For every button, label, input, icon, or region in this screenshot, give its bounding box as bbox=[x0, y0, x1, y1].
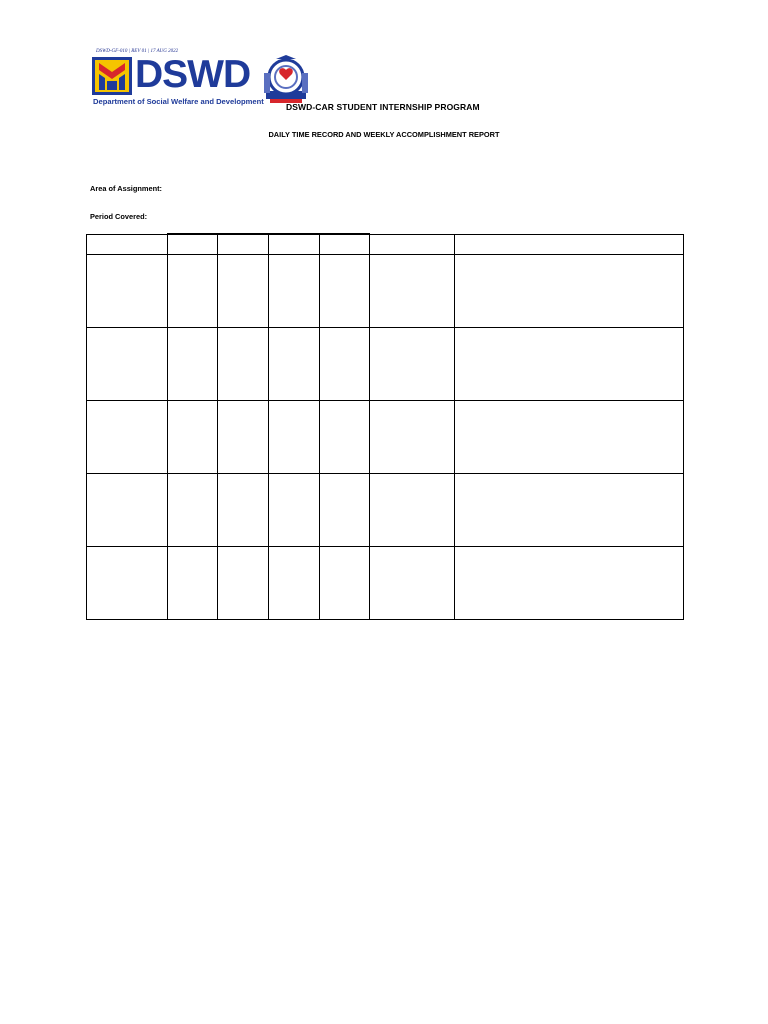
period-covered-label: Period Covered: bbox=[90, 212, 148, 221]
table-cell bbox=[320, 401, 370, 474]
table-cell bbox=[455, 328, 684, 401]
table-cell bbox=[269, 547, 320, 620]
table-cell bbox=[370, 547, 455, 620]
table-cell bbox=[370, 401, 455, 474]
table-header-cell bbox=[320, 234, 370, 255]
report-title: DAILY TIME RECORD AND WEEKLY ACCOMPLISHMENT REPORT bbox=[268, 130, 500, 139]
table-header-cell bbox=[168, 234, 218, 255]
table-cell bbox=[320, 255, 370, 328]
agency-full-name: Department of Social Welfare and Development bbox=[93, 97, 264, 106]
dswd-emblem-icon bbox=[92, 57, 132, 95]
document-code: DSWD-GF-010 | REV 01 | 17 AUG 2022 bbox=[96, 49, 179, 54]
table-cell bbox=[168, 474, 218, 547]
table-cell bbox=[168, 255, 218, 328]
table-cell bbox=[269, 255, 320, 328]
table-header-cell bbox=[218, 234, 269, 255]
table-header-row bbox=[87, 234, 684, 255]
table-row bbox=[87, 255, 684, 328]
table-cell bbox=[320, 474, 370, 547]
dswd-wordmark: DSWD bbox=[135, 53, 251, 96]
table-row bbox=[87, 474, 684, 547]
table-cell bbox=[218, 401, 269, 474]
daily-time-record-table bbox=[86, 233, 684, 620]
area-of-assignment-label: Area of Assignment: bbox=[90, 184, 163, 193]
table-cell bbox=[218, 255, 269, 328]
table-cell bbox=[370, 255, 455, 328]
table-cell bbox=[87, 255, 168, 328]
table-cell bbox=[168, 328, 218, 401]
table-header-cell bbox=[87, 234, 168, 255]
table-cell bbox=[455, 547, 684, 620]
internship-seal-icon bbox=[262, 55, 310, 107]
table-row bbox=[87, 328, 684, 401]
table-header-cell bbox=[269, 234, 320, 255]
table-cell bbox=[370, 328, 455, 401]
program-title: DSWD-CAR STUDENT INTERNSHIP PROGRAM bbox=[286, 102, 480, 112]
table-cell bbox=[269, 474, 320, 547]
table-cell bbox=[455, 401, 684, 474]
table-cell bbox=[168, 547, 218, 620]
table-cell bbox=[320, 328, 370, 401]
table-cell bbox=[87, 328, 168, 401]
table-cell bbox=[87, 474, 168, 547]
table-cell bbox=[455, 255, 684, 328]
dswd-logo bbox=[92, 53, 264, 107]
table-header-cell bbox=[370, 234, 455, 255]
table-row bbox=[87, 547, 684, 620]
table-cell bbox=[218, 547, 269, 620]
table-cell bbox=[218, 328, 269, 401]
table-cell bbox=[269, 328, 320, 401]
table-cell bbox=[218, 474, 269, 547]
table-cell bbox=[87, 401, 168, 474]
table-cell bbox=[320, 547, 370, 620]
table-cell bbox=[87, 547, 168, 620]
table-cell bbox=[455, 474, 684, 547]
table-cell bbox=[269, 401, 320, 474]
table-cell bbox=[370, 474, 455, 547]
table-cell bbox=[168, 401, 218, 474]
table-header-cell bbox=[455, 234, 684, 255]
table-row bbox=[87, 401, 684, 474]
